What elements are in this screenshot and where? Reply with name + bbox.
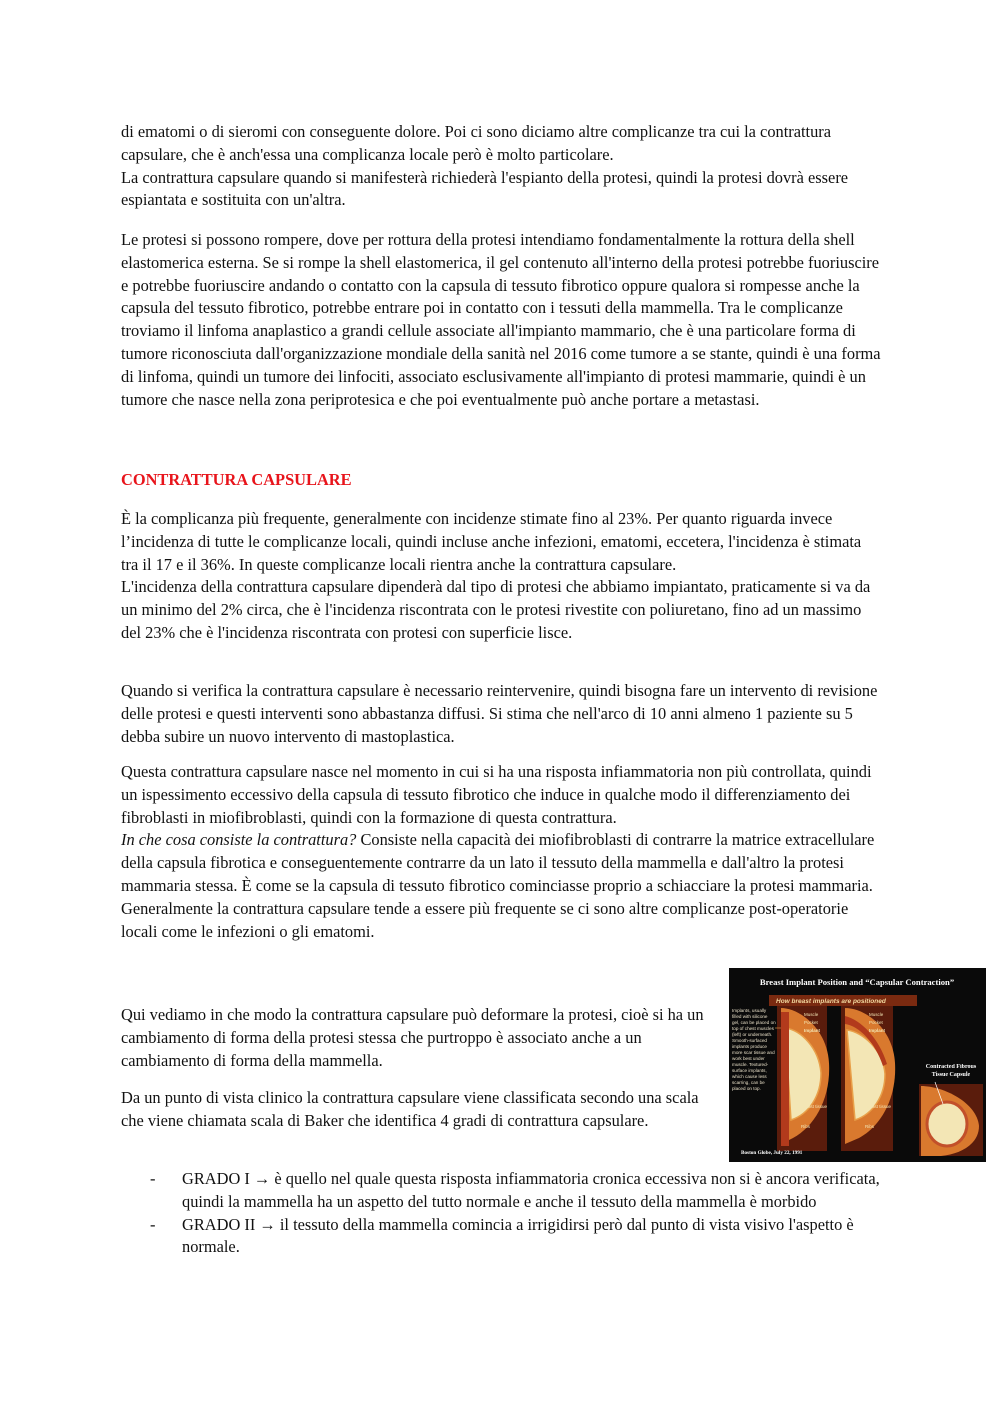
list-dash: - <box>150 1214 156 1234</box>
figure-credit: Boston Globe, July 22, 1991 <box>741 1150 803 1156</box>
paragraph-incidenza <box>121 508 881 645</box>
paragraph-text: La contrattura capsulare quando si manifesterà richiederà l'espianto della protesi, quindi la protesi dovrà essere espiantata e sostituita con un'altra. <box>121 167 849 210</box>
label-implant-left: Implant <box>804 1028 821 1033</box>
label-breast-tissue-left: Breast tissue <box>801 1104 828 1109</box>
figure-title: Breast Implant Position and “Capsular Contraction” <box>759 977 955 987</box>
inset-label-wrap <box>919 1064 983 1084</box>
list-item-text: GRADO II → il tessuto della mammella comincia a irrigidirsi però dal punto di vista visivo l'aspetto è normale. <box>182 1214 854 1257</box>
paragraph-text: di ematomi o di sieromi con conseguente dolore. Poi ci sono diciamo altre complicanze tra cui la contrattura capsulare, che è anch'essa una complicanza locale però è molto particolare. <box>121 122 832 164</box>
section-heading: CONTRATTURA CAPSULARE <box>121 470 352 489</box>
paragraph-rottura-protesi: Le protesi si possono rompere, dove per rottura della protesi intendiamo fondamentalmente la rottura della shell elastomerica esterna. Se si rompe la shell elastomerica, il gel contenuto all'interno della protesi potrebbe fuoriuscire e potrebbe fuoriuscire andando o contatto con la capsula di tessuto fibrotico oppure qualora si rompesse anche la capsula del tessuto fibrotico, potrebbe entrare poi in contatto con i tessuti della mammella. Tra le complicanze troviamo il linfoma anaplastico a grandi cellule associate all'impianto mammario, che è una particolare forma di tumore riconosciuta dall'organizzazione mondiale della sanità nel 2016 come tumore a se stante, quindi è una forma di linfoma, quindi un tumore dei linfociti, associato esclusivamente all'impianto di protesi mammarie, quindi è un tumore che nasce nella zona periprotesica e che poi eventualmente può anche portare a metastasi. <box>121 230 881 409</box>
paragraph-scala-baker: Da un punto di vista clinico la contrattura capsulare viene classificata secondo una scala che viene chiamata scala di Baker che identifica 4 gradi di contrattura capsulare. <box>121 1088 699 1130</box>
list-item <box>121 1214 881 1260</box>
breast-diagram-left <box>775 1006 829 1151</box>
label-ribs-left: Ribs <box>801 1124 811 1129</box>
paragraph-origine-contrattura <box>121 761 881 943</box>
list-item-text: GRADO I → è quello nel quale questa risposta infiammatoria cronica eccessiva non si è ancora verificata, quindi la mammella ha un aspetto del tutto normale e anche il tessuto della mammella è morbido <box>182 1169 880 1211</box>
label-pocket-right: Pocket <box>869 1020 883 1025</box>
label-implant-right: Implant <box>869 1028 886 1033</box>
contracted-capsule-inset <box>919 1082 983 1156</box>
label-pocket-left: Pocket <box>804 1020 818 1025</box>
paragraph-text: Questa contrattura capsulare nasce nel momento in cui si ha una risposta infiammatoria non più controllata, quindi un ispessimento eccessivo della capsula di tessuto fibrotico che induce in qualche modo il differenziamento dei fibroblasti in miofibroblasti, quindi con la formazione di questa contrattura. <box>121 762 872 827</box>
paragraph-reintervento: Quando si verifica la contrattura capsulare è necessario reintervenire, quindi bisogna fare un intervento di revisione delle protesi e questi interventi sono abbastanza diffusi. Si stima che nell'arco di 10 anni almeno 1 paziente su 5 debba subire un nuovo intervento di mastoplastica. <box>121 681 878 746</box>
paragraph-ematomi <box>121 121 881 212</box>
paragraph-text <box>121 829 881 943</box>
list-dash: - <box>150 1169 156 1188</box>
figure-side-text-wrap <box>732 1008 776 1138</box>
paragraph-continuation: Consiste nella capacità dei miofibroblasti di contrarre la matrice extracellulare della capsula fibrotica e conseguentemente contrarre da un lato il tessuto della mammella e dall'altro la protesi mammaria stessa. È come se la capsula di tessuto fibrotico cominciasse proprio a schiacciare la protesi mammaria. Generalmente la contrattura capsulare tende a essere più frequente se ci sono altre complicanze post-operatorie locali come le infezioni o gli ematomi. <box>121 830 875 941</box>
label-ribs-right: Ribs <box>865 1124 875 1129</box>
list-item <box>121 1168 881 1214</box>
figure-side-text: Implants, usually filled with silicone gel, can be placed on top of chest muscles (left) or underneath. Smooth-surfaced implants produce more scar tissue and work best under muscle. Textured-surface implants, which cause less scarring, can be placed on top. <box>732 1008 776 1091</box>
paragraph-text: È la complicanza più frequente, generalmente con incidenze stimate fino al 23%. Per quanto riguarda invece l’incidenza di tutte le complicanze locali, quindi incluse anche infezioni, ematomi, eccetera, l'incidenza è stimata tra il 17 e il 36%. In queste complicanze locali rientra anche la contrattura capsulare. <box>121 509 862 574</box>
inset-label: Contracted Fibrous Tissue Capsule <box>925 1064 977 1078</box>
paragraph-deformazione: Qui vediamo in che modo la contrattura capsulare può deformare la protesi, cioè si ha un cambiamento di forma della protesi stessa che purtroppo è associato anche a un cambiamento di forma della mammella. <box>121 1005 704 1070</box>
capsular-contraction-figure <box>729 968 986 1162</box>
figure-subtitle: How breast implants are positioned <box>776 998 886 1005</box>
baker-grades-list <box>121 1168 881 1259</box>
label-muscle-right: Muscle <box>869 1012 884 1017</box>
italic-question: In che cosa consiste la contrattura? <box>121 830 357 850</box>
label-muscle-left: Muscle <box>804 1012 819 1017</box>
figure-illustration <box>729 968 986 1162</box>
paragraph-text: L'incidenza della contrattura capsulare dipenderà dal tipo di protesi che abbiamo impiantato, praticamente si va da un minimo del 2% circa, che è l'incidenza riscontrata con le protesi rivestite con poliuretano, fino ad un massimo del 23% che è l'incidenza riscontrata con protesi con superficie lisce. <box>121 577 871 642</box>
label-breast-tissue-right: Breast tissue <box>865 1104 892 1109</box>
